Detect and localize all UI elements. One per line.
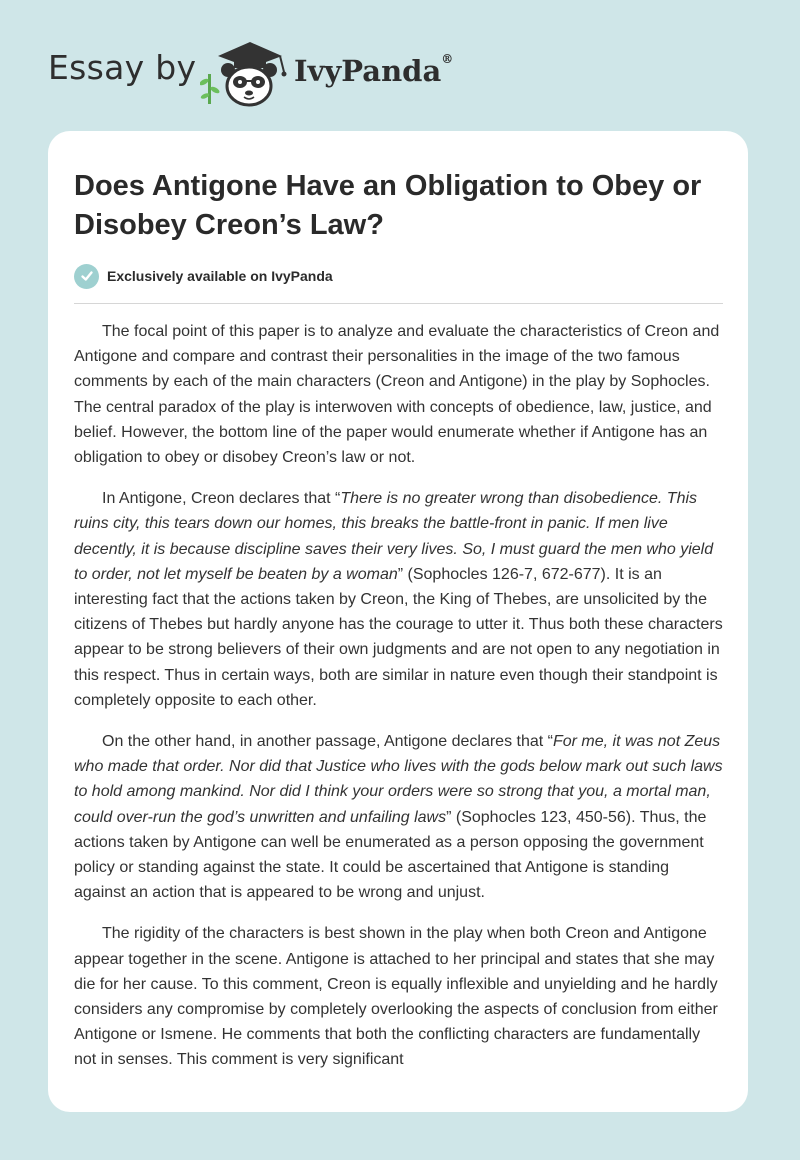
paragraph [74,921,724,1072]
paragraph-text: ” (Sophocles 123, 450-56). Thus, the actions taken by Antigone can well be enumerated as a person opposing the government policy or standing against the state. It could be ascertained that Antigone is standing against an action that is appeared to be wrong and unjust. [74,808,707,902]
paragraph [74,486,724,713]
paragraph-text: The rigidity of the characters is best shown in the play when both Creon and Antigone appear together in the scene. Antigone is attached to her principal and states that she may die for her cause. To this comment, Creon is equally inflexible and unyielding and he hardly considers any compromise by completely overlooking the aspects of conclusion from either Antigone or Ismene. He comments that both the conflicting characters are fundamentally not in senses. This comment is very significant [74,925,718,1069]
panda-logo-icon [200,36,296,108]
brand-prefix: Essay by [48,48,197,87]
divider [74,303,723,304]
badge-label: Exclusively available on IvyPanda [107,268,333,284]
quote-text: There is no greater wrong than disobedience. This ruins city, this tears down our homes, this breaks the battle-front in panic. If men live decently, it is because discipline saves their very lives. So, I must guard the men who yield to order, not let myself be beaten by a woman [74,490,714,583]
paragraph-text: ” (Sophocles 126-7, 672-677). It is an interesting fact that the actions taken by Creon, the King of Thebes, are unsolicited by the citizens of Thebes but hardly anyone has the courage to utter it. Thus both these characters appear to be strong believers of their own judgments and are not open to any negotiation in this respect. Thus in certain ways, both are similar in nature even though their standpoint is completely opposite to each other. [74,565,723,709]
site-header [0,0,800,130]
paragraph [74,729,724,905]
article-card [48,131,748,1112]
brand-name: IvyPanda® [294,52,454,88]
paragraph-text: The focal point of this paper is to analyze and evaluate the characteristics of Creon and Antigone and compare and contrast their personalities in the image of the two famous comments by each of the main characters (Creon and Antigone) in the play by Sophocles. The central paradox of the play is interwoven with concepts of obedience, law, justice, and belief. However, the bottom line of the paper would enumerate whether if Antigone has an obligation to obey or disobey Creon’s law or not. [74,323,720,467]
paragraph-text: On the other hand, in another passage, Antigone declares that “ [102,733,553,751]
quote-text: For me, it was not Zeus who made that order. Nor did that Justice who lives with the gods below mark out such laws to hold among mankind. Nor did I think your orders were so strong that you, a mortal man, could over-run the god’s unwritten and unfailing laws [74,733,723,826]
paragraph-text: In Antigone, Creon declares that “ [102,490,341,508]
paragraph [74,319,724,470]
check-icon [74,264,99,289]
page-title: Does Antigone Have an Obligation to Obey or Disobey Creon’s Law? [74,170,702,241]
exclusive-badge [74,263,333,289]
article-body [74,319,724,1089]
